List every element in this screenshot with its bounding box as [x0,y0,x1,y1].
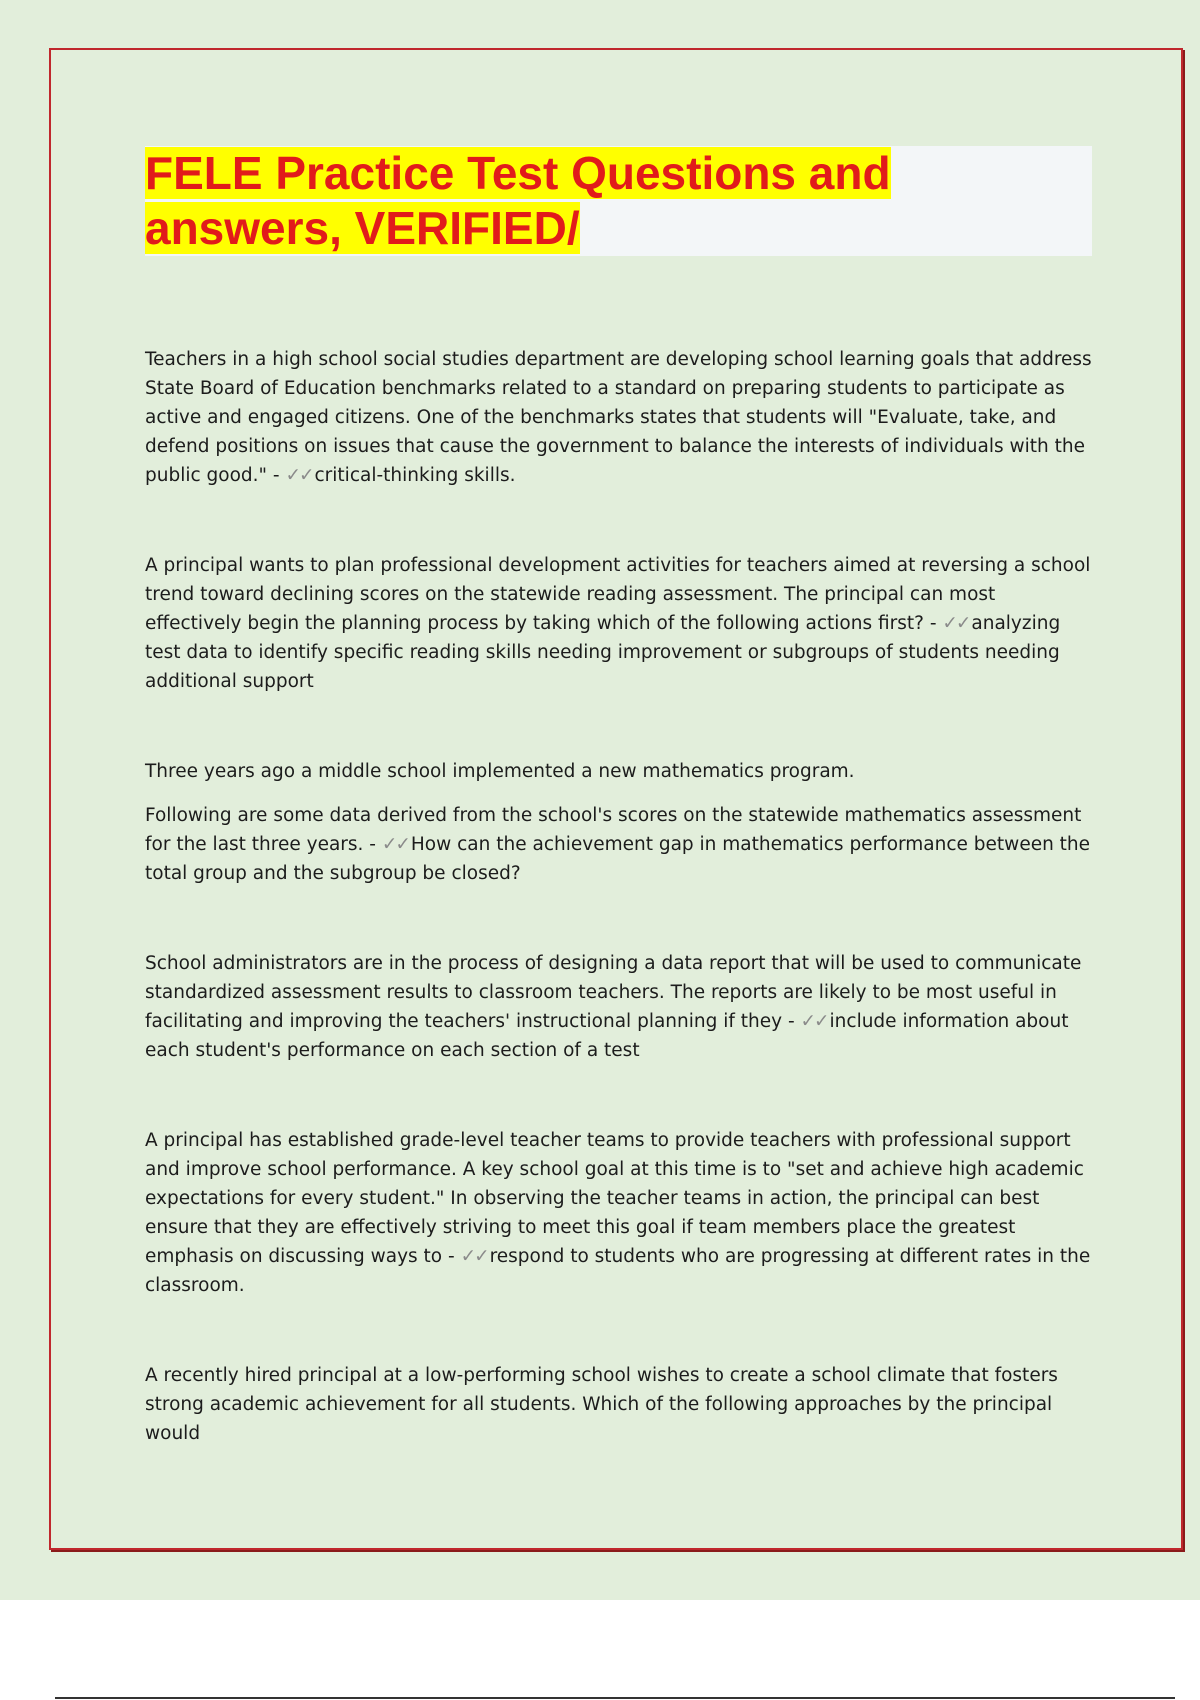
qa-item-3 [145,757,1095,888]
double-check-icon: ✓✓ [942,613,970,634]
qa-item-5 [145,1126,1095,1300]
answer-text: include information about each student's performance on each section of a test [145,1011,1069,1061]
double-check-icon: ✓✓ [460,1246,488,1267]
title-line-2: answers, VERIFIED/ [145,202,580,254]
title-block [145,146,1092,256]
double-check-icon: ✓✓ [381,834,409,855]
answer-text: How can the achievement gap in mathematics performance between the total group and the subgroup be closed? [145,834,1091,884]
qa-list [145,345,1095,1448]
answer-text: analyzing test data to identify specific reading skills needing improvement or subgroups of students needing additional support [145,613,1061,692]
double-check-icon: ✓✓ [285,465,313,486]
question-text: Teachers in a high school social studies department are developing school learning goals that address State Board of Education benchmarks related to a standard on preparing students to participate as active and engaged citizens. One of the benchmarks states that students will "Evaluate, take, and defend positions on issues that cause the government to balance the interests of individuals with the public good." - [145,349,1092,486]
answer-text: respond to students who are progressing at different rates in the classroom. [145,1246,1091,1296]
qa-item-2 [145,551,1095,696]
bottom-divider [55,1697,1175,1699]
qa-item-4 [145,949,1095,1065]
answer-text: critical-thinking skills. [314,465,516,486]
title-line-1: FELE Practice Test Questions and [145,147,891,199]
question-text: A recently hired principal at a low-performing school wishes to create a school climate that fosters strong academic achievement for all students. Which of the following approaches by the principal would [145,1365,1058,1444]
question-text: School administrators are in the process of designing a data report that will be used to communicate standardized assessment results to classroom teachers. The reports are likely to be most useful in facilitating and improving the teachers' instructional planning if they - [145,953,1082,1032]
qa-item-6 [145,1361,1095,1448]
question-text: Following are some data derived from the school's scores on the statewide mathematics assessment for the last three years. - [145,805,1082,855]
question-intro: Three years ago a middle school implemented a new mathematics program. [145,761,855,782]
document-title [145,146,1092,256]
double-check-icon: ✓✓ [800,1011,828,1032]
question-text: A principal has established grade-level teacher teams to provide teachers with professional support and improve school performance. A key school goal at this time is to "set and achieve high academic expectations for every student." In observing the teacher teams in action, the principal can best ensure that they are effectively striving to meet this goal if team members place the greatest emphasis on discussing ways to - [145,1130,1084,1267]
question-text: A principal wants to plan professional development activities for teachers aimed at reversing a school trend toward declining scores on the statewide reading assessment. The principal can most effectively begin the planning process by taking which of the following actions first? - [145,555,1091,634]
qa-item-1 [145,345,1095,490]
